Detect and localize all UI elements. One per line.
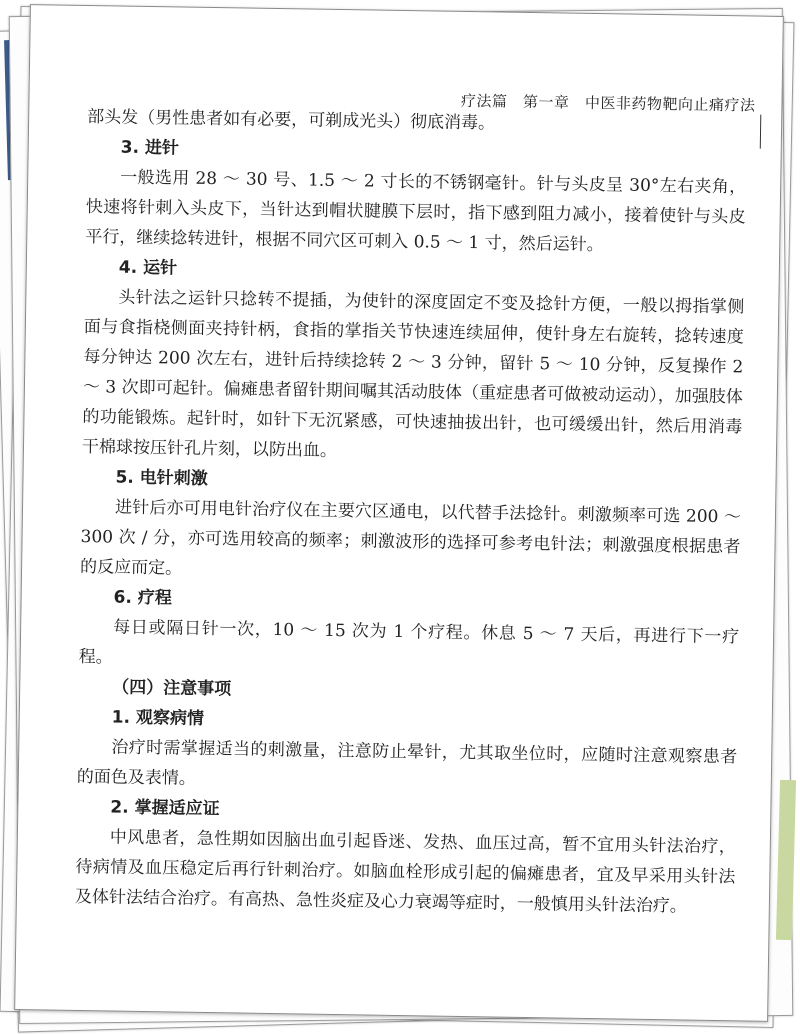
section-heading: 1. 观察病情 bbox=[111, 707, 205, 729]
body-paragraph: 进针后亦可用电针治疗仪在主要穴区通电，以代替手法捻针。刺激频率可选 200 ～ 300 次 / 分，亦可选用较高的频率；刺激波形的选择可参考电针法；刺激强度根据患者的反应而定。 bbox=[79, 497, 742, 579]
page-body bbox=[75, 102, 748, 922]
document-page bbox=[14, 4, 784, 1022]
body-paragraph: 部头发（男性患者如有必要，可剃成光头）彻底消毒。 bbox=[87, 107, 496, 134]
body-paragraph: 头针法之运针只捻转不提插，为使针的深度固定不变及捻针方便，一般以拇指掌侧面与食指桡侧面夹持针柄，食指的掌指关节快速连续屈伸，使针身左右旋转，捻转速度每分钟达 200 次左右，进针后持续捻转 2 ～ 3 分钟，留针 5 ～ 10 分钟，反复操作 2 ～ 3 次即可起针。偏瘫患者留针期间嘱其活动肢体（重症患者可做被动运动），加强肢体的功能锻炼。起针时，如针下无沉紧感，可快速抽拔出针，也可缓缓出针，然后用消毒干棉球按压针孔片刻，以防出血。 bbox=[81, 287, 745, 462]
body-paragraph: 中风患者，急性期如因脑出血引起昏迷、发热、血压过高，暂不宜用头针法治疗，待病情及血压稳定后再行针刺治疗。如脑血栓形成引起的偏瘫患者，宜及早采用头针法及体针法结合治疗。有高热、急性炎症及心力衰竭等症时，一般慎用头针法治疗。 bbox=[74, 827, 736, 917]
section-heading: 4. 运针 bbox=[118, 257, 178, 279]
body-paragraph: 一般选用 28 ～ 30 号、1.5 ～ 2 寸长的不锈钢毫针。针与头皮呈 30°左右夹角，快速将针刺入头皮下，当针达到帽状腱膜下层时，指下感到阻力减小，接着使针与头皮平行，继续捻转进针，根据不同穴区可刺入 0.5 ～ 1 寸，然后运针。 bbox=[85, 167, 747, 256]
running-head: 疗法篇 第一章 中医非药物靶向止痛疗法 bbox=[460, 91, 756, 115]
section-heading: 6. 疗程 bbox=[113, 587, 173, 609]
book-cover-edge bbox=[776, 780, 796, 940]
body-paragraph: 治疗时需掌握适当的刺激量，注意防止晕针，尤其取坐位时，应随时注意观察患者的面色及表情。 bbox=[76, 737, 738, 789]
section-heading: 5. 电针刺激 bbox=[115, 467, 208, 489]
section-heading: （四）注意事项 bbox=[112, 677, 232, 700]
section-heading: 3. 进针 bbox=[120, 137, 180, 159]
section-heading: 2. 掌握适应证 bbox=[110, 797, 220, 820]
body-paragraph: 每日或隔日针一次，10 ～ 15 次为 1 个疗程。休息 5 ～ 7 天后，再进行下一疗程。 bbox=[78, 617, 740, 668]
header-rule bbox=[754, 115, 762, 149]
